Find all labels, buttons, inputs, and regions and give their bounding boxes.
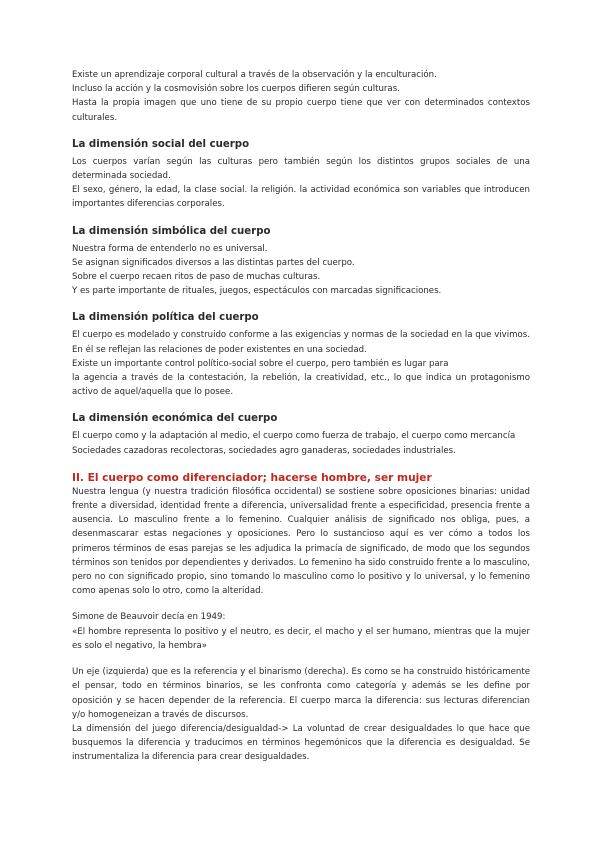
economica-paragraph: El cuerpo como y la adaptación al medio, el cuerpo como fuerza de trabajo, el cuerpo como mercancía	[72, 431, 516, 442]
simbolica-line: Y es parte importante de rituales, juegos, espectáculos con marcadas significaciones.	[72, 286, 442, 297]
intro-paragraph: Existe un aprendizaje corporal cultural a través de la observación y la enculturación.	[72, 70, 437, 80]
simbolica-line: Nuestra forma de entenderlo no es universal.	[72, 243, 268, 254]
politica-paragraph: El cuerpo es modelado y construido conforme a las exigencias y normas de la sociedad en la que vivimos. En él se reflejan las relaciones de poder existentes en una sociedad.	[72, 330, 530, 355]
economica-paragraph: Sociedades cazadoras recolectoras, sociedades agro ganaderas, sociedades industriales.	[72, 445, 456, 456]
beauvoir-intro: Simone de Beauvoir decía en 1949:	[72, 612, 226, 623]
section-heading-simbolica: La dimensión simbólica del cuerpo	[72, 225, 271, 237]
section-politica	[72, 311, 530, 399]
simbolica-line: Se asignan significados diversos a las distintas partes del cuerpo.	[72, 257, 355, 268]
section-social	[72, 138, 530, 212]
section-heading-economica: La dimensión económica del cuerpo	[72, 413, 278, 425]
section-heading-politica: La dimensión política del cuerpo	[72, 312, 259, 324]
closing-paragraph: Un eje (izquierda) que es la referencia y el binarismo (derecha). Es como se ha construido históricamente el pensar, todo en términos binarios, se les confronta como categoría y además se les define por oposición y se hacen depender de la referencia. El cuerpo marca la diferencia: sus lecturas diferencian y/o homogeneizan a través de discursos.	[72, 667, 530, 720]
section-diferenciador	[72, 471, 530, 599]
closing-paragraph: La dimensión del juego diferencia/desigualdad-> La voluntad de crear desigualdades lo que hace que busquemos la diferencia y traducimos en términos hegemónicos que la diferencia es desigualdad. Se instrumentaliza la diferencia para crear desigualdades.	[72, 723, 530, 763]
section-simbolica	[72, 225, 530, 299]
simbolica-line: Sobre el cuerpo recaen ritos de paso de muchas culturas.	[72, 272, 321, 283]
politica-paragraph: Existe un importante control político-social sobre el cuerpo, pero también es lugar para	[72, 358, 449, 369]
section-heading-diferenciador: II. El cuerpo como diferenciador; hacerse hombre, ser mujer	[72, 471, 432, 484]
beauvoir-quote-block	[72, 610, 530, 653]
social-paragraph: Los cuerpos varían según las culturas pero también según los distintos grupos sociales de una determinada sociedad.	[72, 156, 530, 182]
beauvoir-quote: «El hombre representa lo positivo y el neutro, es decir, el macho y el ser humano, mientras que la mujer es solo el negativo, la hembra»	[72, 626, 530, 651]
intro-paragraph: Incluso la acción y la cosmovisión sobre los cuerpos difieren según culturas.	[72, 84, 400, 95]
social-paragraph: El sexo, género, la edad, la clase social. la religión. la actividad económica son variables que introducen importantes diferencias corporales.	[72, 185, 530, 210]
document-page	[72, 68, 530, 765]
intro-paragraph: Hasta la propia imagen que uno tiene de su propio cuerpo tiene que ver con determinados contextos culturales.	[72, 98, 530, 123]
diferenciador-paragraph: Nuestra lengua (y nuestra tradición filosófica occidental) se sostiene sobre oposiciones binarias: unidad frente a diversidad, identidad frente a diferencia, universalidad frente a especificidad, presencia frente a ausencia. Lo masculino frente a lo femenino. Cualquier análisis de significado nos obliga, pues, a desenmascarar estas negaciones y oposiciones. Pero lo sustancioso aquí es ver cómo a todos los primeros términos de esas parejas se les adjudica la primacía de significado, de modo que los segundos términos son tenidos por dependientes y derivados. Lo femenino ha sido construido frente a lo masculino, pero no con significado propio, sino tomando lo masculino como lo positivo y lo universal, y lo femenino como apenas solo lo otro, como la alteridad.	[72, 486, 530, 597]
closing-block	[72, 665, 530, 764]
section-economica	[72, 412, 530, 457]
politica-paragraph: la agencia a través de la contestación, la rebelión, la creatividad, etc., lo que indica un protagonismo activo de aquel/aquella que lo posee.	[72, 373, 530, 398]
spacer	[72, 653, 530, 665]
spacer	[72, 598, 530, 610]
section-heading-social: La dimensión social del cuerpo	[72, 138, 250, 150]
intro-block	[72, 68, 530, 125]
